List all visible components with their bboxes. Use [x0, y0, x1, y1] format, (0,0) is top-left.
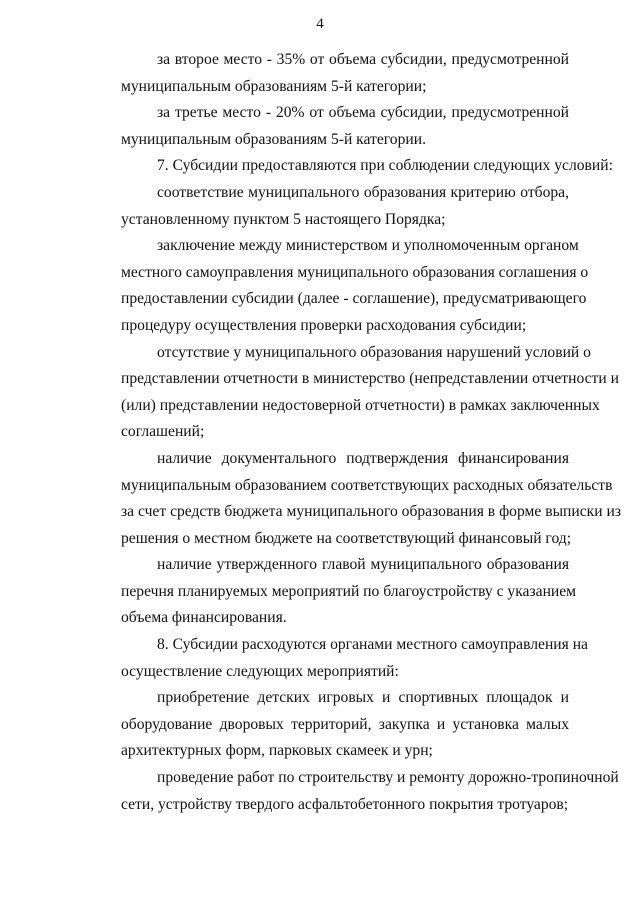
text-line: соответствие муниципального образования критерию отбора, — [157, 183, 569, 201]
text-line: осуществление следующих мероприятий: — [121, 662, 399, 680]
paragraph-second-place — [85, 47, 569, 100]
page-number: 4 — [316, 16, 324, 32]
text-line: представлении отчетности в министерство (непредставлении отчетности и — [121, 370, 619, 388]
text-line: проведение работ по строительству и ремонту дорожно-тропиночной — [157, 769, 619, 787]
text-line: перечня планируемых мероприятий по благоустройству с указанием — [121, 582, 577, 600]
text-line: архитектурных форм, парковых скамеек и урн; — [121, 742, 433, 760]
paragraph-condition-financing — [85, 446, 621, 552]
text-line: предоставлении субсидии (далее - соглашение), предусматривающего — [121, 290, 587, 308]
text-line: отсутствие у муниципального образования нарушений условий о — [157, 343, 591, 361]
text-line: решения о местном бюджете на соответствующий финансовый год; — [121, 529, 572, 547]
text-line: за второе место - 35% от объема субсидии, предусмотренной — [157, 51, 569, 68]
text-line: наличие утвержденного главой муниципального образования — [157, 556, 569, 574]
text-line: установленному пунктом 5 настоящего Порядка; — [121, 210, 446, 228]
text-line: соглашений; — [121, 423, 205, 441]
text-line: 7. Субсидии предоставляются при соблюдении следующих условий: — [157, 157, 613, 175]
paragraph-condition-agreement — [85, 233, 589, 339]
text-line: объема финансирования. — [121, 609, 287, 627]
text-line: процедуру осуществления проверки расходования субсидии; — [121, 316, 527, 334]
text-line: муниципальным образованиям 5-й категории. — [121, 130, 426, 148]
paragraph-condition-plan — [85, 552, 577, 632]
paragraph-item-7 — [85, 153, 613, 180]
paragraph-item-8 — [85, 632, 588, 685]
document-body — [85, 47, 621, 818]
paragraph-condition-criterion — [85, 180, 569, 233]
text-line: 8. Субсидии расходуются органами местного самоуправления на — [157, 636, 588, 654]
text-line: заключение между министерством и уполномоченным органом — [157, 237, 579, 255]
text-line: за счет средств бюджета муниципального образования в форме выписки из — [121, 503, 621, 521]
text-line: приобретение детских игровых и спортивных площадок и — [157, 689, 569, 707]
paragraph-third-place — [85, 100, 569, 153]
text-line: местного самоуправления муниципального образования соглашения о — [121, 263, 589, 281]
paragraph-activity-playgrounds — [85, 685, 569, 765]
text-line: муниципальным образованиям 5-й категории; — [121, 77, 427, 95]
text-line: оборудование дворовых территорий, закупка и установка малых — [121, 715, 569, 733]
text-line: наличие документального подтверждения финансирования — [157, 449, 569, 467]
paragraph-condition-no-violations — [85, 340, 619, 446]
text-line: сети, устройству твердого асфальтобетонного покрытия тротуаров; — [121, 795, 569, 813]
text-line: за третье место - 20% от объема субсидии, предусмотренной — [157, 104, 569, 122]
text-line: (или) представлении недостоверной отчетности) в рамках заключенных — [121, 396, 600, 414]
paragraph-activity-roads — [85, 765, 619, 818]
text-line: муниципальным образованием соответствующих расходных обязательств — [121, 476, 613, 494]
